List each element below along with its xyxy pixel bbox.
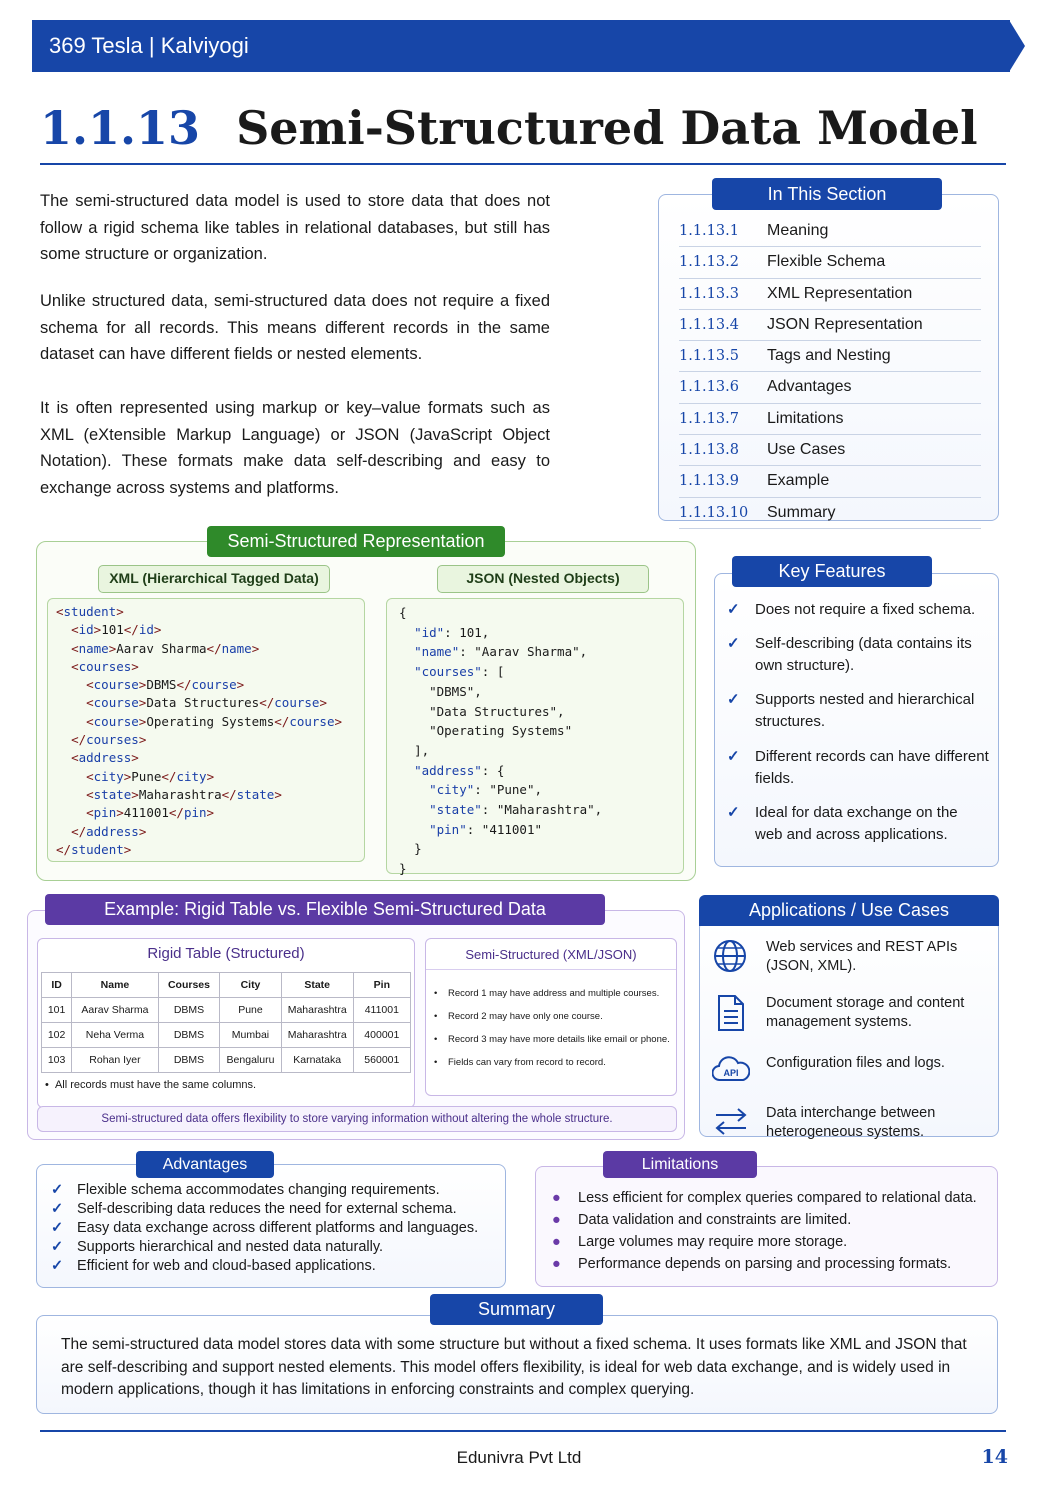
json-key: "courses"	[414, 664, 482, 680]
applications-title: Applications / Use Cases	[699, 895, 999, 926]
xml-tag: id	[78, 622, 94, 638]
bullet: •	[434, 988, 438, 999]
json-value: : "411001"	[466, 821, 543, 837]
toc-item-number: 1.1.13.3	[679, 285, 739, 302]
xml-bracket: <	[71, 622, 79, 638]
xml-code-block	[47, 598, 365, 862]
table-header-row	[42, 973, 411, 998]
key-feature-item	[727, 689, 989, 733]
json-code-block	[386, 598, 684, 877]
toc-title: In This Section	[712, 178, 942, 210]
xml-bracket: </	[56, 841, 72, 857]
toc-item	[679, 279, 981, 310]
xml-bracket: >	[138, 732, 147, 748]
application-text: Web services and REST APIs (JSON, XML).	[766, 939, 958, 974]
check-icon: ✓	[727, 691, 740, 708]
semi-structured-list	[434, 982, 674, 1074]
advantage-text: Supports hierarchical and nested data naturally.	[77, 1239, 384, 1255]
globe-icon	[712, 938, 766, 980]
toc-item-label: XML Representation	[767, 284, 913, 302]
application-item	[712, 938, 994, 980]
xml-tag: course	[93, 677, 139, 693]
key-feature-text: Self-describing (data contains its own structure).	[755, 635, 972, 674]
xml-bracket: >	[138, 823, 147, 839]
limitation-text: Large volumes may require more storage.	[578, 1234, 848, 1250]
json-line	[399, 642, 671, 662]
toc-item	[679, 498, 981, 529]
advantage-text: Self-describing data reduces the need for external schema.	[77, 1201, 457, 1217]
table-header-cell: State	[281, 973, 353, 998]
example-panel	[27, 910, 685, 1140]
xml-bracket: >	[131, 750, 139, 766]
table-cell: Karnataka	[281, 1048, 353, 1073]
xml-bracket: </	[259, 695, 275, 711]
limitation-text: Data validation and constraints are limited.	[578, 1212, 852, 1228]
xml-tag: pin	[183, 805, 207, 821]
toc-item-label: Flexible Schema	[767, 253, 886, 271]
xml-tag: course	[191, 677, 237, 693]
table-cell: 411001	[353, 998, 410, 1023]
limitation-item	[552, 1253, 992, 1275]
xml-bracket: <	[71, 640, 79, 656]
xml-line	[56, 804, 356, 822]
xml-bracket: <	[86, 786, 94, 802]
advantages-list	[51, 1181, 501, 1276]
toc-item-number: 1.1.13.9	[679, 473, 739, 490]
xml-line	[56, 841, 356, 859]
toc-item-label: Advantages	[767, 378, 852, 396]
table-cell: Aarav Sharma	[72, 998, 159, 1023]
semi-structured-title: Semi-Structured (XML/JSON)	[426, 939, 676, 970]
xml-line	[56, 823, 356, 841]
semi-structured-text: Record 2 may have only one course.	[448, 1011, 603, 1022]
xml-bracket: <	[56, 604, 64, 619]
table-cell: 102	[42, 1023, 72, 1048]
table-header-cell: Name	[72, 973, 159, 998]
table-cell: Pune	[220, 998, 282, 1023]
advantage-item	[51, 1219, 501, 1238]
applications-list	[712, 938, 994, 1144]
json-line	[399, 603, 671, 623]
toc-item	[679, 216, 981, 247]
xml-line	[56, 603, 356, 621]
key-feature-item	[727, 633, 989, 677]
section-number: 1.1.13	[40, 101, 201, 155]
json-value: : [	[481, 664, 505, 680]
check-icon: ✓	[51, 1201, 64, 1217]
xml-bracket: >	[138, 677, 147, 693]
xml-bracket: <	[86, 768, 94, 784]
xml-bracket: >	[334, 713, 343, 729]
advantages-panel	[36, 1164, 506, 1288]
application-text: Data interchange between heterogeneous systems.	[766, 1105, 936, 1140]
xml-tag: city	[176, 768, 207, 784]
bullet: ●	[552, 1234, 561, 1250]
json-value: : 101,	[444, 624, 490, 640]
xml-text: Maharashtra	[138, 786, 222, 802]
brand-label: 369 Tesla | Kalviyogi	[49, 33, 249, 58]
advantage-text: Efficient for web and cloud-based applications.	[77, 1258, 376, 1274]
xml-text: 101	[101, 622, 124, 638]
toc-item-label: Limitations	[767, 409, 844, 427]
json-value: : {	[481, 762, 505, 778]
xml-bracket: </	[71, 732, 87, 748]
check-icon: ✓	[51, 1239, 64, 1255]
xml-text: Pune	[131, 768, 162, 784]
xml-line	[56, 640, 356, 658]
xml-line	[56, 713, 356, 731]
xml-tag: student	[63, 604, 117, 619]
intro-paragraph-1: The semi-structured data model is used to store data that does not follow a rigid schema like tables in relational databases, but still has some structure or organization.	[40, 192, 550, 263]
bullet: ●	[552, 1256, 561, 1272]
key-feature-item	[727, 802, 989, 846]
application-item	[712, 1104, 994, 1144]
xml-label: XML (Hierarchical Tagged Data)	[98, 565, 330, 593]
xml-bracket: >	[138, 713, 147, 729]
json-line	[399, 780, 671, 800]
check-icon: ✓	[727, 635, 740, 652]
semi-structured-item	[434, 982, 674, 1005]
xml-bracket: <	[71, 658, 79, 674]
toc-item-label: Example	[767, 472, 830, 490]
xml-line	[56, 658, 356, 676]
toc-item-number: 1.1.13.2	[679, 254, 739, 271]
xml-bracket: >	[236, 677, 245, 693]
toc-item-label: Summary	[767, 503, 836, 521]
xml-bracket: <	[86, 695, 94, 711]
toc-item-label: Meaning	[767, 222, 829, 239]
json-line	[399, 721, 671, 741]
json-key: "pin"	[429, 821, 467, 837]
json-value: "Operating Systems"	[429, 723, 573, 739]
json-key: "name"	[414, 644, 460, 660]
representation-panel	[36, 541, 696, 881]
xml-bracket: >	[93, 622, 102, 638]
semi-structured-text: Record 3 may have more details like email or phone.	[448, 1034, 670, 1045]
table-row	[42, 1023, 411, 1048]
json-line	[399, 859, 671, 879]
xml-bracket: >	[251, 640, 260, 656]
section-title: Semi-Structured Data Model	[236, 101, 978, 155]
xml-text: Data Structures	[146, 695, 260, 711]
json-line	[399, 761, 671, 781]
xml-line	[56, 694, 356, 712]
xml-bracket: >	[206, 805, 215, 821]
intro-paragraph-3: It is often represented using markup or key–value formats such as XML (eXtensible Markup Language) or JSON (JavaScript Object Notation). These formats make data self-describing and easy to exchange across systems and platforms.	[40, 399, 550, 497]
json-value: : "Pune",	[474, 782, 542, 798]
json-value: "Data Structures",	[429, 703, 565, 719]
xml-bracket: >	[131, 658, 139, 674]
json-key: "city"	[429, 782, 475, 798]
table-cell: 400001	[353, 1023, 410, 1048]
json-value: ],	[414, 742, 430, 758]
limitation-item	[552, 1187, 992, 1209]
xml-bracket: >	[274, 786, 282, 802]
summary-panel	[36, 1315, 998, 1414]
json-key: "address"	[414, 762, 482, 778]
xml-bracket: <	[71, 750, 79, 766]
bullet: •	[434, 1057, 438, 1068]
xml-line	[56, 786, 356, 804]
footer-divider	[40, 1430, 1006, 1432]
xml-line	[56, 749, 356, 767]
xml-bracket: >	[116, 805, 124, 821]
toc-item	[679, 466, 981, 497]
application-item	[712, 1054, 994, 1090]
xml-bracket: >	[319, 695, 327, 711]
xml-bracket: </	[123, 622, 139, 638]
table-cell: 560001	[353, 1048, 410, 1073]
xml-tag: courses	[86, 732, 139, 748]
table-cell: 101	[42, 998, 72, 1023]
key-features-list	[727, 599, 989, 846]
example-title: Example: Rigid Table vs. Flexible Semi-Structured Data	[45, 894, 605, 925]
xml-text: DBMS	[146, 677, 177, 693]
limitation-text: Less efficient for complex queries compared to relational data.	[578, 1190, 977, 1206]
table-row	[42, 1048, 411, 1073]
toc-item	[679, 372, 981, 403]
xml-bracket: </	[274, 713, 290, 729]
semi-structured-item	[434, 1028, 674, 1051]
xml-tag: courses	[78, 658, 132, 674]
header-banner	[32, 20, 1010, 72]
advantage-item	[51, 1257, 501, 1276]
table-cell: DBMS	[158, 1023, 220, 1048]
limitation-text: Performance depends on parsing and processing formats.	[578, 1256, 952, 1272]
document-icon	[712, 994, 766, 1038]
xml-bracket: <	[86, 677, 94, 693]
json-value: }	[399, 861, 407, 877]
table-cell: Bengaluru	[220, 1048, 282, 1073]
advantage-item	[51, 1181, 501, 1200]
xml-line	[56, 768, 356, 786]
xml-bracket: </	[176, 677, 192, 693]
xml-bracket: >	[206, 768, 215, 784]
rigid-table-title: Rigid Table (Structured)	[147, 945, 305, 962]
key-feature-text: Does not require a fixed schema.	[755, 601, 976, 618]
xml-bracket: </	[168, 805, 184, 821]
banner-arrow	[1009, 20, 1025, 72]
limitations-list	[552, 1187, 992, 1275]
rigid-table	[41, 972, 411, 1073]
advantages-title: Advantages	[136, 1151, 274, 1178]
toc-item-number: 1.1.13.4	[679, 316, 739, 333]
check-icon: ✓	[727, 804, 740, 821]
toc-item	[679, 435, 981, 466]
application-text: Document storage and content management systems.	[766, 995, 965, 1030]
svg-text:API: API	[723, 1068, 739, 1078]
xml-tag: student	[71, 841, 124, 857]
example-footer-note: Semi-structured data offers flexibility to store varying information without altering the whole structure.	[37, 1106, 677, 1132]
table-header-cell: Pin	[353, 973, 410, 998]
table-cell: Maharashtra	[281, 1023, 353, 1048]
exchange-arrows-icon	[712, 1104, 766, 1144]
xml-text: Operating Systems	[146, 713, 275, 729]
check-icon: ✓	[727, 748, 740, 765]
xml-tag: course	[274, 695, 320, 711]
xml-bracket: </	[71, 823, 87, 839]
application-item	[712, 994, 994, 1038]
json-value: "DBMS",	[429, 683, 482, 699]
key-features-title: Key Features	[732, 556, 932, 587]
table-header-cell: Courses	[158, 973, 220, 998]
json-key: "state"	[429, 802, 482, 818]
limitations-title: Limitations	[603, 1151, 757, 1178]
toc-item-number: 1.1.13.1	[679, 223, 739, 239]
advantage-text: Easy data exchange across different platforms and languages.	[77, 1220, 479, 1236]
limitation-item	[552, 1231, 992, 1253]
key-feature-item	[727, 599, 989, 621]
advantage-item	[51, 1200, 501, 1219]
check-icon: ✓	[51, 1182, 64, 1198]
check-icon: ✓	[51, 1220, 64, 1236]
check-icon: ✓	[51, 1258, 64, 1274]
toc-item-number: 1.1.13.7	[679, 410, 739, 427]
page-title	[40, 98, 978, 158]
key-feature-item	[727, 746, 989, 790]
json-line	[399, 820, 671, 840]
toc-list	[679, 216, 981, 529]
bullet: ●	[552, 1212, 561, 1228]
json-line	[399, 662, 671, 682]
limitations-panel	[535, 1166, 998, 1287]
semi-structured-item	[434, 1051, 674, 1074]
xml-tag: address	[78, 750, 132, 766]
json-line	[399, 839, 671, 859]
table-cell: DBMS	[158, 1048, 220, 1073]
xml-tag: course	[93, 713, 139, 729]
xml-bracket: </	[221, 786, 237, 802]
xml-tag: name	[221, 640, 252, 656]
toc-item	[679, 404, 981, 435]
xml-bracket: >	[131, 786, 139, 802]
applications-panel	[699, 920, 999, 1140]
rigid-table-box	[37, 938, 415, 1108]
bullet: •	[434, 1011, 438, 1022]
toc-item-number: 1.1.13.8	[679, 442, 739, 459]
toc-item	[679, 247, 981, 278]
table-row	[42, 998, 411, 1023]
limitation-item	[552, 1209, 992, 1231]
table-cell: Maharashtra	[281, 998, 353, 1023]
bullet: ●	[552, 1190, 561, 1206]
toc-item-label: Use Cases	[767, 441, 846, 459]
advantage-item	[51, 1238, 501, 1257]
xml-tag: address	[86, 823, 139, 839]
xml-bracket: >	[123, 841, 132, 857]
json-key: "id"	[414, 624, 445, 640]
key-features-panel	[714, 573, 999, 867]
xml-bracket: </	[206, 640, 222, 656]
xml-text: Aarav Sharma	[116, 640, 207, 656]
xml-text: 411001	[123, 805, 169, 821]
intro-paragraph-2: Unlike structured data, semi-structured data does not require a fixed schema for all records. This means different records in the same dataset can have different fields or nested elements.	[40, 292, 550, 363]
json-line	[399, 623, 671, 643]
application-text: Configuration files and logs.	[766, 1055, 945, 1071]
title-divider	[40, 163, 1006, 165]
json-line	[399, 741, 671, 761]
key-feature-text: Supports nested and hierarchical structures.	[755, 691, 975, 730]
table-cell: Rohan Iyer	[72, 1048, 159, 1073]
representation-title: Semi-Structured Representation	[207, 526, 505, 557]
summary-title: Summary	[430, 1294, 603, 1325]
semi-structured-text: Record 1 may have address and multiple courses.	[448, 988, 660, 999]
json-line	[399, 702, 671, 722]
semi-structured-item	[434, 1005, 674, 1028]
page-number: 14	[981, 1446, 1008, 1468]
toc-item	[679, 341, 981, 372]
toc-item-number: 1.1.13.10	[679, 504, 749, 521]
xml-tag: state	[93, 786, 132, 802]
toc-item-label: JSON Representation	[767, 315, 923, 333]
table-header-cell: ID	[42, 973, 72, 998]
xml-tag: course	[93, 695, 139, 711]
xml-tag: id	[138, 622, 154, 638]
xml-tag: state	[236, 786, 275, 802]
xml-bracket: >	[108, 640, 117, 656]
xml-line	[56, 676, 356, 694]
json-value: }	[414, 841, 422, 857]
xml-tag: pin	[93, 805, 117, 821]
xml-bracket: </	[161, 768, 177, 784]
xml-tag: city	[93, 768, 124, 784]
xml-bracket: >	[153, 622, 162, 638]
summary-text: The semi-structured data model stores data with some structure but without a fixed schema. It uses formats like XML and JSON that are self-describing and support nested elements. This model offers flexibility, is ideal for web data exchange, and is widely used in modern applications, though it has limitations in enforcing constraints and complex querying.	[61, 1336, 967, 1398]
xml-bracket: >	[138, 695, 147, 711]
key-feature-text: Different records can have different fields.	[755, 748, 989, 787]
json-value: {	[399, 605, 407, 620]
xml-bracket: >	[116, 604, 124, 619]
bullet: •	[434, 1034, 438, 1045]
json-line	[399, 800, 671, 820]
json-value: : "Maharashtra",	[481, 802, 603, 818]
table-cell: DBMS	[158, 998, 220, 1023]
table-cell: Neha Verma	[72, 1023, 159, 1048]
xml-bracket: >	[123, 768, 132, 784]
rigid-note: • All records must have the same columns.	[45, 1079, 257, 1091]
advantage-text: Flexible schema accommodates changing requirements.	[77, 1182, 440, 1198]
table-cell: 103	[42, 1048, 72, 1073]
toc-item-number: 1.1.13.5	[679, 348, 739, 365]
toc-item-number: 1.1.13.6	[679, 379, 739, 396]
key-feature-text: Ideal for data exchange on the web and across applications.	[755, 804, 958, 843]
semi-structured-box	[425, 938, 677, 1096]
xml-line	[56, 731, 356, 749]
xml-tag: course	[289, 713, 335, 729]
json-line	[399, 682, 671, 702]
json-value: : "Aarav Sharma",	[459, 644, 588, 660]
xml-bracket: <	[86, 805, 94, 821]
semi-structured-text: Fields can vary from record to record.	[448, 1057, 606, 1068]
xml-bracket: <	[86, 713, 94, 729]
xml-tag: name	[78, 640, 109, 656]
table-cell: Mumbai	[220, 1023, 282, 1048]
footer-company: Edunivra Pvt Ltd	[456, 1448, 582, 1467]
toc-panel	[658, 194, 999, 521]
toc-item	[679, 310, 981, 341]
table-header-cell: City	[220, 973, 282, 998]
xml-line	[56, 621, 356, 639]
check-icon: ✓	[727, 601, 740, 618]
api-icon	[712, 1054, 766, 1090]
toc-item-label: Tags and Nesting	[767, 347, 891, 365]
json-label: JSON (Nested Objects)	[437, 565, 649, 593]
